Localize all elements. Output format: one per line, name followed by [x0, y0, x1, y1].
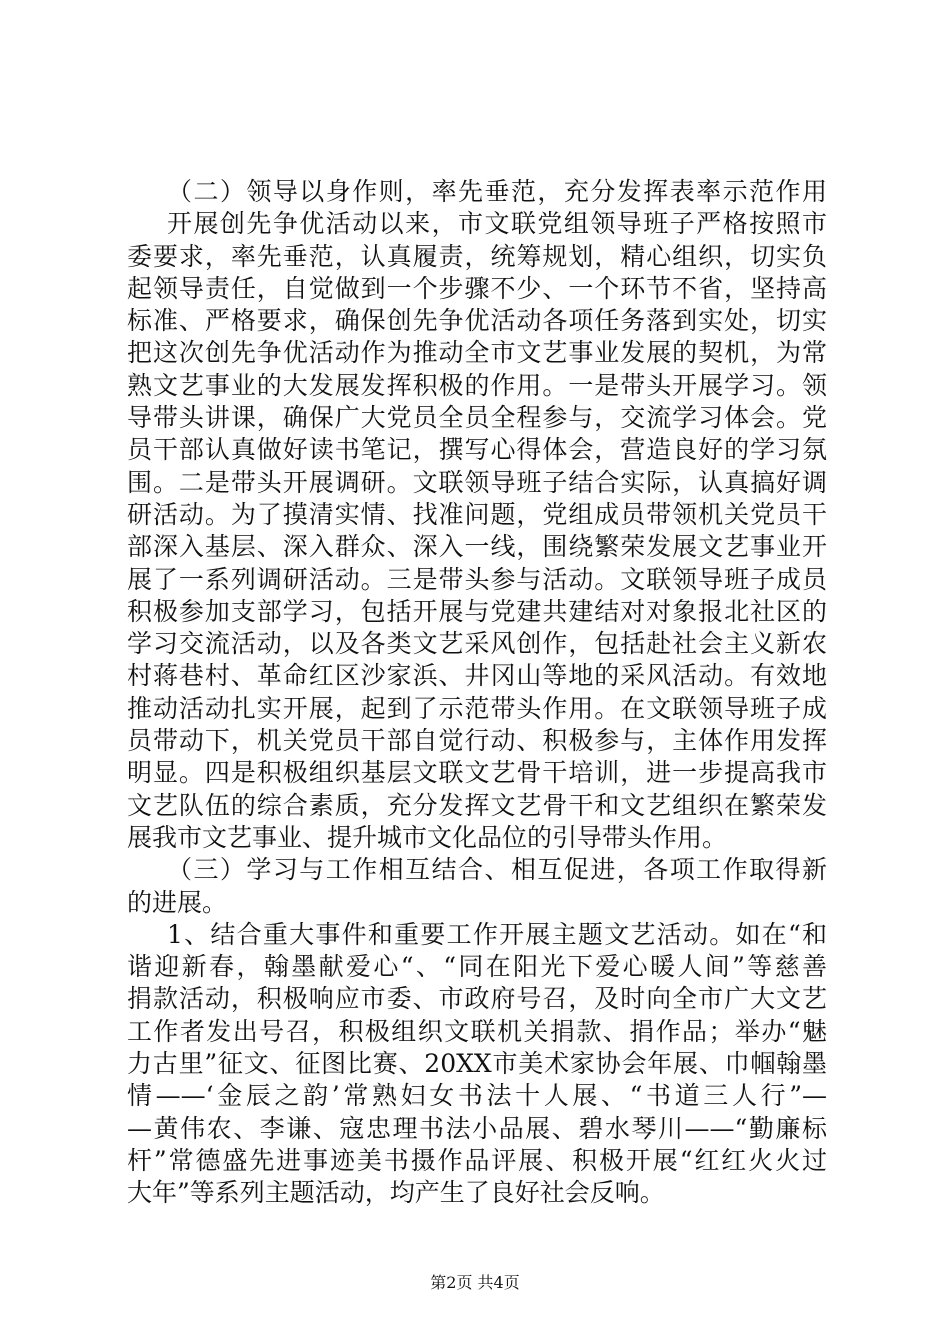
text-line: 学习交流活动，以及各类文艺采风创作，包括赴社会主义新农 — [127, 629, 827, 659]
text-line: 部深入基层、深入群众、深入一线，围绕繁荣发展文艺事业开 — [127, 532, 827, 562]
text-line: 的进展。 — [127, 887, 228, 917]
text-line: 力古里”征文、征图比赛、20XX市美术家协会年展、巾帼翰墨 — [127, 1049, 827, 1079]
text-line: 展我市文艺事业、提升城市文化品位的引导带头作用。 — [127, 822, 728, 852]
text-line: 大年”等系列主题活动，均产生了良好社会反响。 — [127, 1178, 665, 1208]
text-line: 捐款活动，积极响应市委、市政府号召，及时向全市广大文艺 — [127, 984, 827, 1014]
text-line: —黄伟农、李谦、寇忠理书法小品展、碧水琴川——“勤廉标 — [127, 1113, 827, 1143]
text-line: 文艺队伍的综合素质，充分发挥文艺骨干和文艺组织在繁荣发 — [127, 790, 827, 820]
text-line: 熟文艺事业的大发展发挥积极的作用。一是带头开展学习。领 — [127, 370, 827, 400]
text-line: 工作者发出号召，积极组织文联机关捐款、捐作品；举办“魅 — [127, 1016, 827, 1046]
text-line: 1、结合重大事件和重要工作开展主题文艺活动。如在“和 — [167, 919, 827, 949]
text-line: 展了一系列调研活动。三是带头参与活动。文联领导班子成员 — [127, 564, 827, 594]
text-line: 杆”常德盛先进事迹美书摄作品评展、积极开展“红红火火过 — [127, 1145, 827, 1175]
page-footer: 第2页 共4页 — [430, 1273, 520, 1292]
text-line: 研活动。为了摸清实情、找准问题，党组成员带领机关党员干 — [127, 499, 827, 529]
text-line: 把这次创先争优活动作为推动全市文艺事业发展的契机，为常 — [127, 338, 827, 368]
text-line: 起领导责任，自觉做到一个步骤不少、一个环节不省，坚持高 — [127, 273, 827, 303]
text-line: 委要求，率先垂范，认真履责，统筹规划，精心组织，切实负 — [127, 241, 827, 271]
text-line: （二）领导以身作则，率先垂范，充分发挥表率示范作用 — [167, 177, 827, 206]
text-line: 推动活动扎实开展，起到了示范带头作用。在文联领导班子成 — [127, 693, 827, 723]
text-line: 开展创先争优活动以来，市文联党组领导班子严格按照市 — [167, 209, 827, 239]
text-line: 积极参加支部学习，包括开展与党建共建结对对象报北社区的 — [127, 596, 827, 626]
text-line: 情——‘金辰之韵’常熟妇女书法十人展、“书道三人行”— — [127, 1081, 827, 1111]
text-line: 导带头讲课，确保广大党员全员全程参与，交流学习体会。党 — [127, 403, 827, 433]
text-line: （三）学习与工作相互结合、相互促进，各项工作取得新 — [167, 855, 827, 885]
document-body — [127, 176, 827, 1210]
text-line: 员带动下，机关党员干部自觉行动、积极参与，主体作用发挥 — [127, 726, 827, 756]
text-line: 标准、严格要求，确保创先争优活动各项任务落到实处，切实 — [127, 306, 827, 336]
text-line: 围。二是带头开展调研。文联领导班子结合实际，认真搞好调 — [127, 467, 827, 497]
text-line: 明显。四是积极组织基层文联文艺骨干培训，进一步提高我市 — [127, 758, 827, 788]
text-line: 员干部认真做好读书笔记，撰写心得体会，营造良好的学习氛 — [127, 435, 827, 465]
text-line: 村蒋巷村、革命红区沙家浜、井冈山等地的采风活动。有效地 — [127, 661, 827, 691]
text-line: 谐迎新春，翰墨献爱心“、“同在阳光下爱心暖人间”等慈善 — [127, 952, 827, 982]
